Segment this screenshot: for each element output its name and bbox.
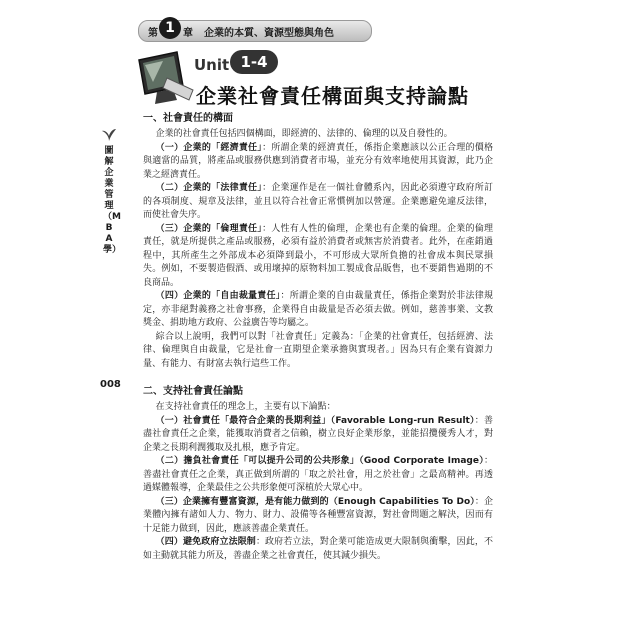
section-summary: 綜合以上說明，我們可以對「社會責任」定義為：「企業的社會責任，包括經濟、法律、倫理與自由裁量，它是社會一直期望企業承擔與實現者。」因為只有企業有資源力量、有能力、有財富去執行這些工作。: [143, 331, 493, 369]
item-lead: （二）企業的「法律責任」: [155, 183, 263, 193]
item-text: ：所謂企業的自由裁量責任，係指企業對於非法律規定，亦非絕對義務之社會事務，企業得自由裁量是否必須去做。例如，慈善事業、文教獎金、捐助地方政府、公益廣告等均屬之。: [143, 291, 493, 328]
list-item: [143, 223, 493, 291]
page-number: 008: [100, 379, 121, 390]
list-item: [143, 290, 493, 331]
item-text: ：人性有人性的倫理，企業也有企業的倫理。企業的倫理責任，就是所提供之產品或服務，必須有益於消費者或無害於消費者。此外，在產銷過程中，其所產生之外部成本必須降到最小，不可形成大眾所負擔的社會成本與民眾損失。例如，不要製造假酒、或用壞掉的原物料加工製成食品販售，也不要銷售過期的不良商品。: [143, 223, 493, 288]
item-lead: （四）避免政府立法限制: [155, 537, 256, 547]
item-text: ：善盡社會責任之企業，能獲取消費者之信賴，樹立良好企業形象，並能招攬優秀人才，對企業之長期利潤獲取及扎根，應予肯定。: [143, 415, 493, 453]
unit-number-badge: 1-4: [230, 50, 278, 74]
section-heading-dimensions: 一、社會責任的構面: [143, 113, 233, 124]
item-lead: （二）擔負社會責任「可以提升公司的公共形象」（Good Corporate Image）: [155, 456, 484, 466]
article-body: [143, 112, 493, 563]
list-item: [143, 142, 493, 183]
unit-label: Unit: [194, 56, 230, 74]
list-item: [143, 415, 493, 456]
side-book-tab: [98, 128, 120, 256]
item-lead: （四）企業的「自由裁量責任」: [155, 291, 281, 301]
item-text: ：善盡社會責任之企業，真正做到所謂的「取之於社會，用之於社會」之最高精神。再透過媒體報導，企業最佳之公共形象便可深植於大眾心中。: [143, 456, 493, 493]
chapter-prefix: 第: [148, 28, 158, 39]
item-lead: （三）企業的「倫理責任」: [155, 223, 263, 234]
item-text: ：企業運作是在一個社會體系內，因此必須遵守政府所訂的各項制度、規章及法律，並且以符合社會正常慣例加以營運。企業應避免違反法律，而使社會失序。: [143, 183, 493, 220]
list-item: [143, 536, 493, 563]
list-item: [143, 182, 493, 223]
list-item: [143, 496, 493, 537]
section-heading-arguments: 二、支持社會責任論點: [143, 386, 243, 397]
side-tab-label: 圖解企業管理（MBA學）: [103, 146, 122, 255]
item-lead: （一）社會責任「最符合企業的長期利益」（Favorable Long-run Result）: [155, 415, 475, 426]
chapter-number-badge: 1: [159, 17, 181, 39]
list-item: [143, 455, 493, 496]
computer-monitor-icon: [133, 48, 195, 110]
chapter-suffix: 章: [183, 28, 193, 39]
item-text: ：企業體內擁有諸如人力、物力、財力、設備等各種豐富資源，對社會問題之解決，因而有十足能力做到，因此，應該善盡企業責任。: [143, 496, 493, 534]
leaf-icon: [101, 128, 117, 142]
item-text: ：政府若立法，對企業可能造成更大限制與衝擊，因此，不如主動就其能力所及，善盡企業之社會責任，使其減少損失。: [143, 537, 493, 561]
section-intro: 企業的社會責任包括四個構面，即經濟的、法律的、倫理的以及自發性的。: [155, 129, 453, 139]
page-title: 企業社會責任構面與支持論點: [196, 84, 469, 108]
item-text: ：所謂企業的經濟責任，係指企業應該以公正合理的價格與適當的品質，將產品或服務供應到消費者市場，並充分有效率地使用其資源，此乃企業之經濟責任。: [143, 142, 493, 180]
chapter-title: 企業的本質、資源型態與角色: [204, 28, 334, 39]
item-lead: （一）企業的「經濟責任」: [155, 142, 263, 153]
section-intro: 在支持社會責任的理念上，主要有以下論點：: [155, 402, 336, 412]
item-lead: （三）企業擁有豐富資源，是有能力做到的（Enough Capabilities To Do）: [155, 496, 475, 507]
